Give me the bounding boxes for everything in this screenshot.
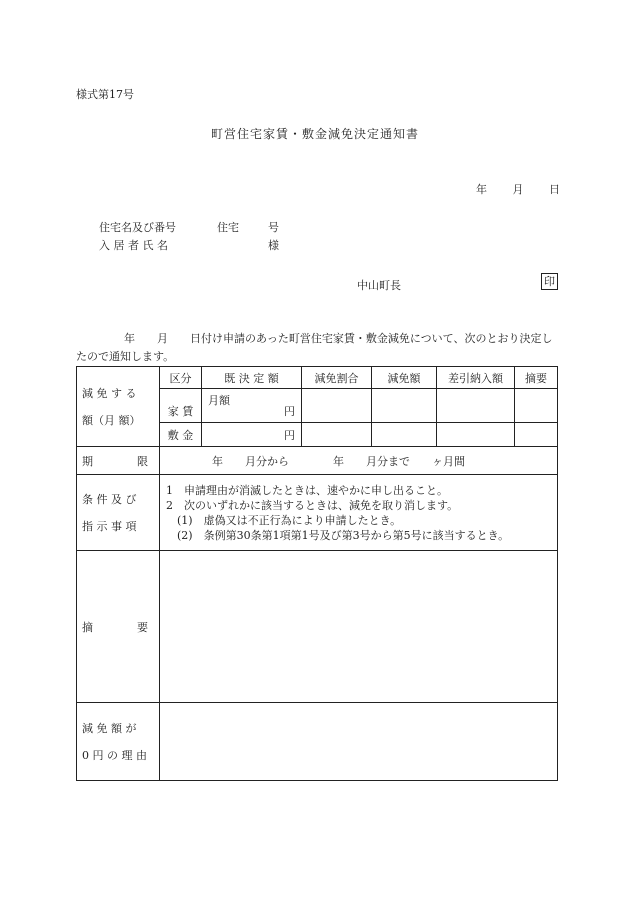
- rent-reduction-amount: [372, 389, 437, 423]
- date-line: [476, 181, 560, 197]
- summary-label: 摘 要: [77, 551, 160, 703]
- conditions-text: [160, 475, 558, 551]
- header-net-payment: 差引納入額: [437, 367, 515, 389]
- rent-decided-amount: [202, 389, 302, 423]
- form-number: 様式第17号: [76, 88, 134, 101]
- header-reduction-rate: 減免割合: [302, 367, 372, 389]
- document-title: 町営住宅家賃・敷金減免決定通知書: [210, 127, 419, 141]
- summary-value: [160, 551, 558, 703]
- residence-housing: 住宅: [217, 221, 239, 234]
- tenant-honorific: 様: [268, 239, 279, 252]
- conditions-label: 条 件 及 び 指 示 事 項: [77, 475, 160, 551]
- condition-line: (2) 条例第30条第1項第1号及び第3号から第5号に該当するとき。: [166, 528, 510, 542]
- period-label: 期 限: [77, 447, 160, 475]
- rent-net-payment: [437, 389, 515, 423]
- header-remarks: 摘要: [515, 367, 558, 389]
- body-text: 年 月 日付け申請のあった町営住宅家賃・敷金減免について、次のとおり決定したので通知します。: [76, 332, 553, 363]
- rent-label: 家 賃: [160, 389, 202, 423]
- deposit-remarks: [515, 423, 558, 447]
- header-category: 区分: [160, 367, 202, 389]
- date-year: 年: [476, 183, 487, 196]
- reduction-amount-label: 減 免 す る 額（月 額）: [77, 367, 160, 447]
- date-month: 月: [512, 183, 524, 196]
- header-decided-amount: 既 決 定 額: [202, 367, 302, 389]
- monthly-note: 月額: [208, 394, 230, 407]
- issuer-name: 中山町長: [357, 279, 401, 292]
- residence-label: 住宅名及び番号: [99, 221, 176, 234]
- condition-line: 1 申請理由が消滅したときは、速やかに申し出ること。: [166, 483, 448, 497]
- rent-yen: 円: [284, 405, 295, 418]
- zero-reason-value: [160, 703, 558, 781]
- deposit-yen: 円: [202, 423, 302, 447]
- rent-remarks: [515, 389, 558, 423]
- condition-line: 2 次のいずれかに該当するときは、減免を取り消します。: [166, 498, 459, 512]
- period-value: 年 月分から 年 月分まで ヶ月間: [160, 447, 558, 475]
- deposit-reduction-amount: [372, 423, 437, 447]
- tenant-name-label: 入 居 者 氏 名: [99, 239, 168, 252]
- residence-number: 号: [268, 221, 279, 234]
- condition-line: (1) 虚偽又は不正行為により申請したとき。: [166, 513, 402, 527]
- deposit-reduction-rate: [302, 423, 372, 447]
- rent-reduction-rate: [302, 389, 372, 423]
- header-reduction-amount: 減免額: [372, 367, 437, 389]
- date-day: 日: [549, 183, 560, 196]
- deposit-label: 敷 金: [160, 423, 202, 447]
- decision-table: [76, 366, 558, 781]
- deposit-net-payment: [437, 423, 515, 447]
- seal-mark: 印: [541, 273, 558, 290]
- zero-reason-label: 減 免 額 が 0 円 の 理 由: [77, 703, 160, 781]
